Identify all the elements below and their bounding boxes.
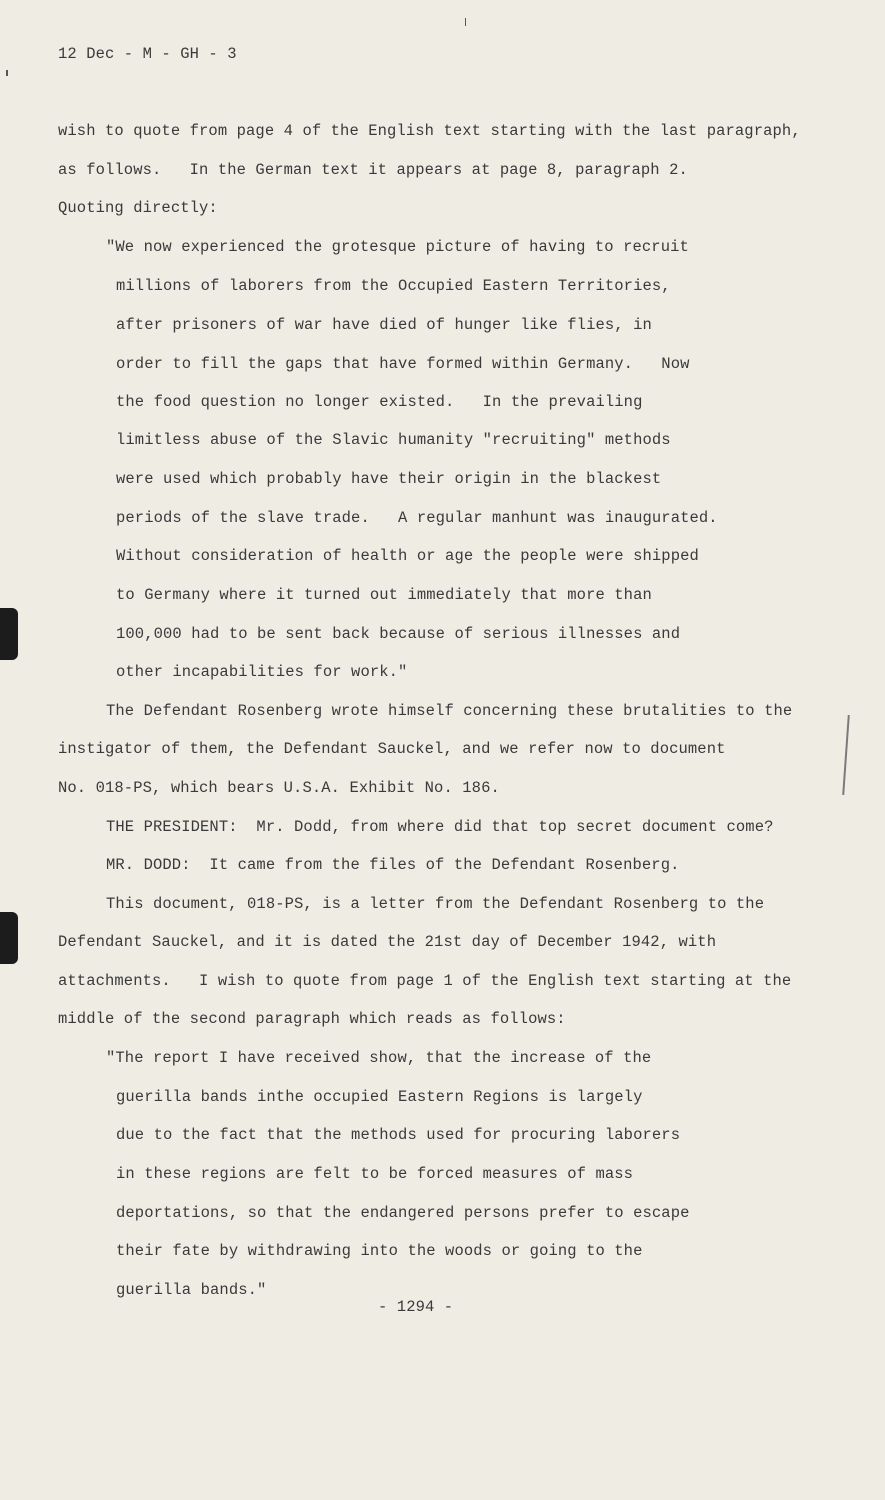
quote-line: 100,000 had to be sent back because of serious illnesses and bbox=[116, 625, 681, 643]
body-line: attachments. I wish to quote from page 1 of the English text starting at the bbox=[58, 972, 792, 990]
quote-line: the food question no longer existed. In the prevailing bbox=[116, 393, 643, 411]
body-line: instigator of them, the Defendant Sauckel, and we refer now to document bbox=[58, 740, 726, 758]
body-line: wish to quote from page 4 of the English text starting with the last paragraph, bbox=[58, 122, 801, 140]
body-line: Quoting directly: bbox=[58, 199, 218, 217]
quote-line: millions of laborers from the Occupied Eastern Territories, bbox=[116, 277, 671, 295]
page-number: - 1294 - bbox=[378, 1298, 454, 1316]
quote-line: after prisoners of war have died of hunger like flies, in bbox=[116, 316, 652, 334]
margin-pencil-line bbox=[842, 715, 850, 795]
body-line: No. 018-PS, which bears U.S.A. Exhibit No. 186. bbox=[58, 779, 500, 797]
speaker-line-dodd: MR. DODD: It came from the files of the Defendant Rosenberg. bbox=[106, 856, 680, 874]
body-line: as follows. In the German text it appears at page 8, paragraph 2. bbox=[58, 161, 688, 179]
speaker-line-president: THE PRESIDENT: Mr. Dodd, from where did that top secret document come? bbox=[106, 818, 774, 836]
quote-line: "The report I have received show, that the increase of the bbox=[106, 1049, 652, 1067]
quote-line: were used which probably have their origin in the blackest bbox=[116, 470, 662, 488]
body-line: Defendant Sauckel, and it is dated the 21st day of December 1942, with bbox=[58, 933, 717, 951]
scan-speck bbox=[465, 18, 466, 26]
page-header: 12 Dec - M - GH - 3 bbox=[58, 45, 237, 63]
quote-line: their fate by withdrawing into the woods or going to the bbox=[116, 1242, 643, 1260]
quote-line: guerilla bands." bbox=[116, 1281, 267, 1299]
body-line: middle of the second paragraph which reads as follows: bbox=[58, 1010, 566, 1028]
binder-tab-mark bbox=[0, 912, 18, 964]
body-line: The Defendant Rosenberg wrote himself concerning these brutalities to the bbox=[106, 702, 793, 720]
quote-line: limitless abuse of the Slavic humanity "recruiting" methods bbox=[116, 431, 671, 449]
scan-speck bbox=[6, 70, 8, 76]
quote-line: deportations, so that the endangered persons prefer to escape bbox=[116, 1204, 690, 1222]
binder-tab-mark bbox=[0, 608, 18, 660]
quote-line: other incapabilities for work." bbox=[116, 663, 408, 681]
body-line: This document, 018-PS, is a letter from the Defendant Rosenberg to the bbox=[106, 895, 765, 913]
quote-line: due to the fact that the methods used for procuring laborers bbox=[116, 1126, 681, 1144]
quote-line: order to fill the gaps that have formed within Germany. Now bbox=[116, 355, 690, 373]
quote-line: in these regions are felt to be forced measures of mass bbox=[116, 1165, 634, 1183]
quote-line: "We now experienced the grotesque picture of having to recruit bbox=[106, 238, 689, 256]
quote-line: periods of the slave trade. A regular manhunt was inaugurated. bbox=[116, 509, 718, 527]
quote-line: guerilla bands inthe occupied Eastern Regions is largely bbox=[116, 1088, 643, 1106]
quote-line: to Germany where it turned out immediately that more than bbox=[116, 586, 652, 604]
quote-line: Without consideration of health or age the people were shipped bbox=[116, 547, 699, 565]
